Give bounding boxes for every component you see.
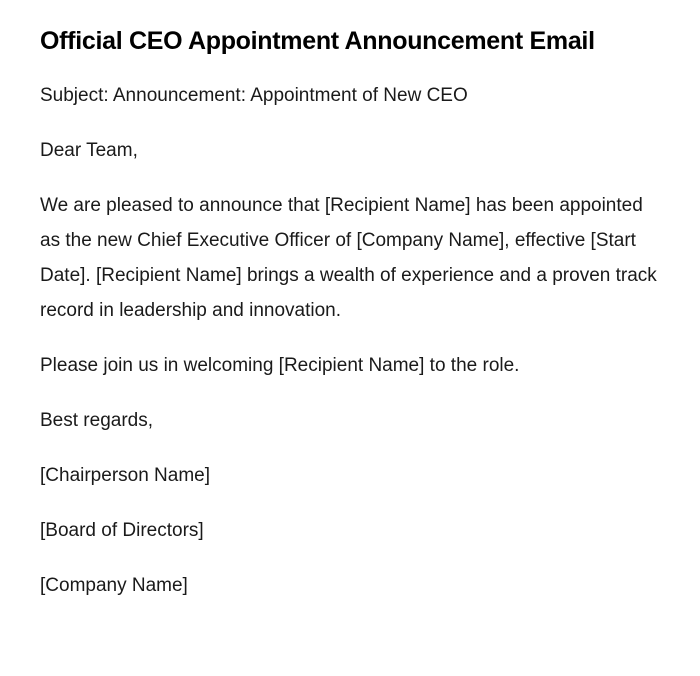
- email-document: [40, 24, 660, 623]
- email-body-paragraph: We are pleased to announce that [Recipient Name] has been appointed as the new Chief Executive Officer of [Company Name], effective [Start Date]. [Recipient Name] brings a wealth of experience and a proven track record in leadership and innovation.: [40, 195, 657, 321]
- email-closing: Best regards,: [40, 410, 153, 431]
- email-welcome-line: Please join us in welcoming [Recipient Name] to the role.: [40, 355, 520, 376]
- email-subject: Subject: Announcement: Appointment of New CEO: [40, 85, 468, 106]
- signature-company: [Company Name]: [40, 575, 188, 596]
- signature-department: [Board of Directors]: [40, 520, 204, 541]
- document-title: Official CEO Appointment Announcement Email: [40, 27, 595, 55]
- email-greeting: Dear Team,: [40, 140, 138, 161]
- signature-name: [Chairperson Name]: [40, 465, 211, 486]
